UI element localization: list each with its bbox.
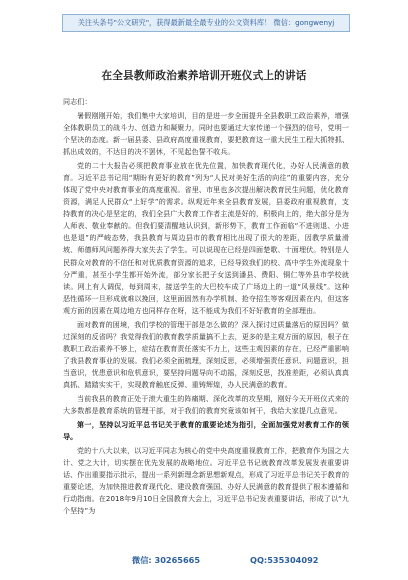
footer-qq: QQ:535304092: [250, 555, 319, 565]
footer-contact: [62, 554, 350, 566]
footer-wechat: 微信: 30265665: [132, 555, 201, 565]
body-paragraph: 面对教育的困境，我们学校的管理干部是怎么做的？深入探讨过质量落后的原因吗？做过深刻的反省吗？我觉得我们的教育教学质量搞不上去，更多的是主观方面的原因，根子在教职工政治素养不够上，症结在教育责任落实不力上，这些主观因素的存在，已经严重影响了我县教育事业的发展。我们必须全面梳理，深刻反思，必须增强责任意识、问题意识，担当意识，忧患意识和危机意识，要坚持问题导向不动摇，深刻反思，找准差距，必须认真真真抓、踏踏实实干，实现教育触底反弹、重铸辉煌，办人民满意的教育。: [63, 319, 349, 389]
document-body: [63, 96, 349, 519]
section-heading: 第一，坚持以习近平总书记关于教育的重要论述为指引，全面加强党对教育工作的领导。: [63, 419, 349, 441]
header-banner: 关注头条号"公文研究"，获得最新最全最专业的公文资料库！ 微信：gongwenyj: [62, 14, 350, 32]
body-paragraph: 党的十八大以来，以习近平同志为核心的党中央高度重视教育工作，把教育作为国之大计、党之大计，切实摆在优先发展的战略地位。习近平总书记就教育改革发展发表重要讲话、作出重要指示批示，提出一系列新理念新思想新观点，形成了习近平总书记关于教育的重要论述，为加快推进教育现代化、建设教育强国、办好人民满意的教育提供了根本遵循和行动指南。在2018年9月10日全国教育大会上，习近平总书记发表重要讲话，形成了以“九个坚持”为: [63, 445, 349, 515]
body-paragraph: 党的二十大报告必须把教育事业放在优先位置，加快教育现代化，办好人民满意的教育。习近平总书记用“期盼有更好的教育”列为“人民对美好生活的向往”的重要内容，充分体现了党中央对教育事业的高度重视。省里、市里也多次提出解决教育民生问题，优化教育资源，满足人民群众“上好学”的需求。纵观近年来全县教育发展，县委政府重视教育，支持教育的决心是坚定的，我们全县广大教育工作者主流是好的，积极向上的，绝大部分是为人师表、敬业奉献的。但我们要清醒地认识到，新形势下，教育工作面临“不进则退、小进也是退”的严峻态势，我县教育与周边县市的教育相比出现了很大的差距，因教学质量滑坡、师德师风问题养得大家失去了学生。可以说现在已经是四面楚歌、十面埋伏。特别是人民群众对教育的不信任和对优质教育资源的追求，已经导致我们的校、高中学生外流现象十分严重，甚至小学生都开始外流，部分家长把子女送到潘县、费阳、铜仁等外县市学校就读。网上有人调侃，每到周末，接送学生的大巴校车成了广场边上的一道“风景线”。这种恶性循环一旦形成就难以挽回，这里面固然有办学机制、抢夺招生等客观因素在内，但这客观方面的因素在周边地方也同样存在呀，这不能成为我们不好好教育的全部理由。: [63, 161, 349, 315]
body-paragraph: 当前我县的教育正处于滚大重生的阵痛期、深化改革的攻坚期，刚好今天开班仪式来的大多数都是教育系统的管理干部，对于我们的教育究竟该如何干，我给大家提几点意见。: [63, 393, 349, 415]
body-paragraph: 暑假刚刚开始，我们集中大家培训，目的是进一步全面提升全县教职工政治素养，增强全体教职员工的战斗力、创造力和凝聚力，同时也要通过大家传递一个强烈的信号，党明一个坚决的态度。新一届县委、县政府高度重视教育，要把教育这一重大民生工程大抓特抓、抓出成效的，不达目的决不罢休，不见起色誓不收兵。: [63, 111, 349, 157]
document-title: 在全县教师政治素养培训开班仪式上的讲话: [101, 70, 307, 82]
salutation: 同志们：: [63, 97, 92, 106]
